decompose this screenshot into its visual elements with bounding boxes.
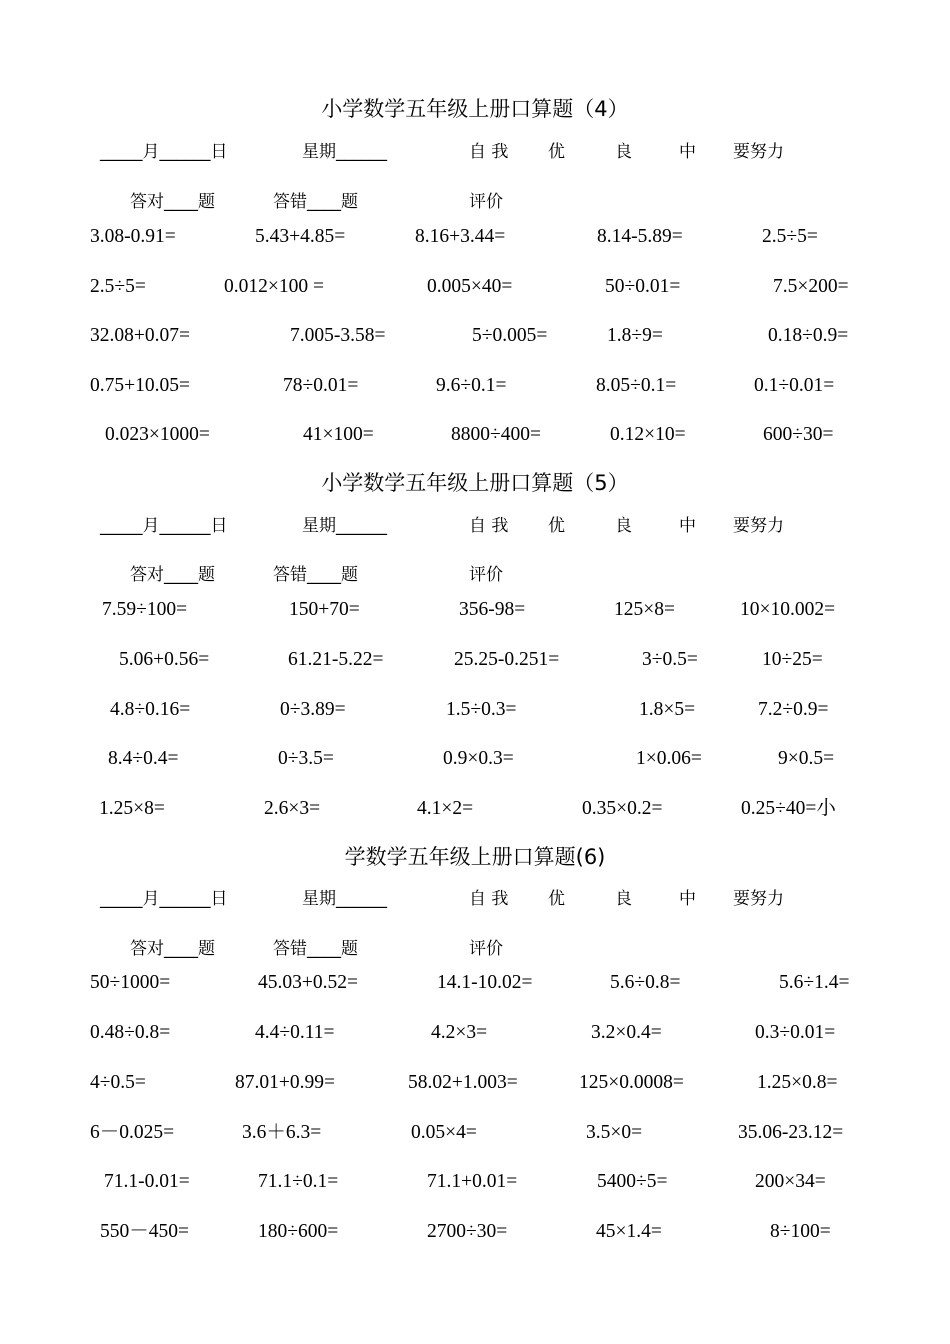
arithmetic-problem: 50÷1000=: [90, 972, 171, 993]
arithmetic-problem: 5.43+4.85=: [255, 226, 346, 247]
arithmetic-problem: 2.5÷5=: [90, 276, 146, 297]
arithmetic-problem: 4.2×3=: [431, 1022, 488, 1043]
arithmetic-problem: 5.06+0.56=: [119, 649, 210, 670]
arithmetic-problem: 2.6×3=: [264, 798, 321, 819]
header-field: 答错____题: [273, 939, 358, 959]
arithmetic-problem: 71.1-0.01=: [104, 1171, 190, 1192]
section-title: 小学数学五年级上册口算题（5）: [321, 471, 629, 495]
arithmetic-problem: 1.5÷0.3=: [446, 699, 517, 720]
arithmetic-problem: 78÷0.01=: [283, 375, 359, 396]
header-field: 优: [548, 142, 565, 162]
arithmetic-problem: 32.08+0.07=: [90, 325, 190, 346]
header-field: 要努力: [733, 142, 784, 162]
arithmetic-problem: 356-98=: [459, 599, 526, 620]
arithmetic-problem: 8÷100=: [770, 1221, 831, 1242]
arithmetic-problem: 8.4÷0.4=: [108, 748, 179, 769]
header-field: 星期______: [302, 889, 387, 909]
header-field: 答错____题: [273, 192, 358, 212]
arithmetic-problem: 4.4÷0.11=: [255, 1022, 335, 1043]
arithmetic-problem: 61.21-5.22=: [288, 649, 384, 670]
arithmetic-problem: 5.6÷0.8=: [610, 972, 681, 993]
arithmetic-problem: 58.02+1.003=: [408, 1072, 518, 1093]
arithmetic-problem: 1.8÷9=: [607, 325, 663, 346]
arithmetic-problem: 1×0.06=: [636, 748, 702, 769]
arithmetic-problem: 0.05×4=: [411, 1122, 477, 1143]
arithmetic-problem: 7.59÷100=: [102, 599, 188, 620]
arithmetic-problem: 7.005-3.58=: [290, 325, 386, 346]
arithmetic-problem: 0.25÷40=小: [741, 798, 836, 819]
arithmetic-problem: 0÷3.89=: [280, 699, 346, 720]
header-field: 中: [679, 516, 696, 536]
arithmetic-problem: 2700÷30=: [427, 1221, 508, 1242]
arithmetic-problem: 5.6÷1.4=: [779, 972, 850, 993]
arithmetic-problem: 125×0.0008=: [579, 1072, 684, 1093]
arithmetic-problem: 3.5×0=: [586, 1122, 643, 1143]
arithmetic-problem: 550－450=: [100, 1221, 189, 1242]
arithmetic-problem: 0.75+10.05=: [90, 375, 190, 396]
arithmetic-problem: 0.48÷0.8=: [90, 1022, 171, 1043]
arithmetic-problem: 0.9×0.3=: [443, 748, 514, 769]
arithmetic-problem: 8.14-5.89=: [597, 226, 683, 247]
header-field: 星期______: [302, 142, 387, 162]
header-field: 答对____题: [130, 565, 215, 585]
arithmetic-problem: 4÷0.5=: [90, 1072, 146, 1093]
arithmetic-problem: 180÷600=: [258, 1221, 339, 1242]
arithmetic-problem: 0.18÷0.9=: [768, 325, 849, 346]
header-field: 良: [615, 889, 632, 909]
arithmetic-problem: 5400÷5=: [597, 1171, 668, 1192]
header-field: 中: [679, 889, 696, 909]
arithmetic-problem: 1.25×0.8=: [757, 1072, 838, 1093]
header-field: 评价: [469, 565, 503, 585]
header-field: 评价: [469, 939, 503, 959]
section-title: 学数学五年级上册口算题(6): [344, 845, 606, 869]
arithmetic-problem: 0.12×10=: [610, 424, 686, 445]
arithmetic-problem: 10÷25=: [762, 649, 823, 670]
arithmetic-problem: 0.005×40=: [427, 276, 513, 297]
arithmetic-problem: 4.8÷0.16=: [110, 699, 191, 720]
header-field: 评价: [469, 192, 503, 212]
header-field: _____月______日: [100, 889, 228, 909]
arithmetic-problem: 0.3÷0.01=: [755, 1022, 836, 1043]
section-title: 小学数学五年级上册口算题（4）: [321, 97, 629, 121]
header-field: 优: [548, 516, 565, 536]
header-field: 答对____题: [130, 939, 215, 959]
arithmetic-problem: 45×1.4=: [596, 1221, 662, 1242]
header-field: 星期______: [302, 516, 387, 536]
header-field: 自 我: [469, 142, 509, 162]
arithmetic-problem: 3.08-0.91=: [90, 226, 176, 247]
arithmetic-problem: 5÷0.005=: [472, 325, 548, 346]
arithmetic-problem: 600÷30=: [763, 424, 834, 445]
arithmetic-problem: 71.1÷0.1=: [258, 1171, 339, 1192]
arithmetic-problem: 1.8×5=: [639, 699, 696, 720]
header-field: 要努力: [733, 889, 784, 909]
header-field: 自 我: [469, 889, 509, 909]
arithmetic-problem: 8800÷400=: [451, 424, 541, 445]
arithmetic-problem: 71.1+0.01=: [427, 1171, 518, 1192]
arithmetic-problem: 3.6＋6.3=: [242, 1122, 322, 1143]
arithmetic-problem: 200×34=: [755, 1171, 826, 1192]
header-field: 自 我: [469, 516, 509, 536]
arithmetic-problem: 150+70=: [289, 599, 360, 620]
arithmetic-problem: 9.6÷0.1=: [436, 375, 507, 396]
arithmetic-problem: 0.1÷0.01=: [754, 375, 835, 396]
arithmetic-problem: 6－0.025=: [90, 1122, 175, 1143]
arithmetic-problem: 9×0.5=: [778, 748, 835, 769]
arithmetic-problem: 0.35×0.2=: [582, 798, 663, 819]
arithmetic-problem: 8.05÷0.1=: [596, 375, 677, 396]
header-field: _____月______日: [100, 142, 228, 162]
header-field: 中: [679, 142, 696, 162]
arithmetic-problem: 87.01+0.99=: [235, 1072, 335, 1093]
arithmetic-problem: 3÷0.5=: [642, 649, 698, 670]
header-field: 良: [615, 516, 632, 536]
header-field: _____月______日: [100, 516, 228, 536]
header-field: 良: [615, 142, 632, 162]
arithmetic-problem: 1.25×8=: [99, 798, 165, 819]
arithmetic-problem: 41×100=: [303, 424, 374, 445]
header-field: 优: [548, 889, 565, 909]
header-field: 要努力: [733, 516, 784, 536]
arithmetic-problem: 50÷0.01=: [605, 276, 681, 297]
arithmetic-problem: 45.03+0.52=: [258, 972, 358, 993]
arithmetic-problem: 14.1-10.02=: [437, 972, 533, 993]
arithmetic-problem: 4.1×2=: [417, 798, 474, 819]
arithmetic-problem: 0.023×1000=: [105, 424, 210, 445]
arithmetic-problem: 8.16+3.44=: [415, 226, 506, 247]
arithmetic-problem: 125×8=: [614, 599, 675, 620]
arithmetic-problem: 10×10.002=: [740, 599, 836, 620]
arithmetic-problem: 7.2÷0.9=: [758, 699, 829, 720]
arithmetic-problem: 25.25-0.251=: [454, 649, 560, 670]
arithmetic-problem: 0÷3.5=: [278, 748, 334, 769]
header-field: 答错____题: [273, 565, 358, 585]
header-field: 答对____题: [130, 192, 215, 212]
arithmetic-problem: 3.2×0.4=: [591, 1022, 662, 1043]
arithmetic-problem: 35.06-23.12=: [738, 1122, 844, 1143]
arithmetic-problem: 0.012×100 =: [224, 276, 324, 297]
arithmetic-problem: 7.5×200=: [773, 276, 849, 297]
arithmetic-problem: 2.5÷5=: [762, 226, 818, 247]
